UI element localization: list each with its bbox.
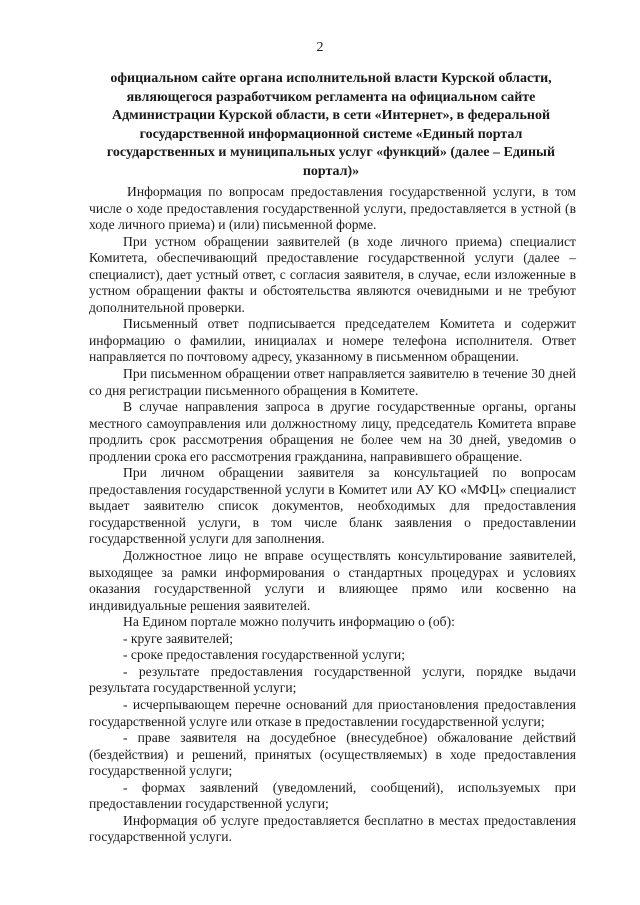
list-item-forms: - формах заявлений (уведомлений, сообщений), используемых при предоставлении государственной услуги; bbox=[89, 779, 576, 812]
paragraph-7: Должностное лицо не вправе осуществлять консультирование заявителей, выходящее за рамки информирования о стандартных процедурах и условиях оказания государственной услуги и влияющее прямо или косвенно на индивидуальные решения заявителей. bbox=[89, 548, 576, 613]
page-number: 2 bbox=[316, 40, 324, 55]
paragraph-final: Информация об услуге предоставляется бесплатно в местах предоставления государственной услуги. bbox=[89, 812, 576, 845]
body-text bbox=[89, 184, 576, 846]
paragraph-1: Информация по вопросам предоставления государственной услуги, в том числе о ходе предоставления государственной услуги, предоставляется в устной (в ходе личного приема) и (или) письменной форме. bbox=[89, 184, 576, 233]
list-item-term: - сроке предоставления государственной услуги; bbox=[123, 647, 405, 663]
list-item-applicants: - круге заявителей; bbox=[123, 630, 233, 646]
paragraph-8: На Едином портале можно получить информацию о (об): bbox=[123, 614, 455, 630]
list-item-grounds: - исчерпывающем перечне оснований для приостановления предоставления государственной услуге или отказе в предоставлении государственной услуги; bbox=[89, 696, 576, 729]
list-item-result: - результате предоставления государственной услуги, порядке выдачи результата государственной услуги; bbox=[89, 663, 576, 696]
paragraph-5: В случае направления запроса в другие государственные органы, органы местного самоуправления или должностному лицу, председатель Комитета вправе продлить срок рассмотрения обращения не более чем на 30 дней, уведомив о продлении срока его рассмотрения гражданина, направившего обращение. bbox=[89, 399, 576, 464]
section-heading: официальном сайте органа исполнительной власти Курской области, являющегося разработчиком регламента на официальном сайте Администрации Курской области, в сети «Интернет», в федеральной государственной информационной системе «Единый портал государственных и муниципальных услуг «функций» (далее – Единый портал)» bbox=[106, 71, 556, 179]
list-item-appeal: - праве заявителя на досудебное (внесудебное) обжалование действий (бездействия) и решений, принятых (осуществляемых) в ходе предоставления государственной услуги; bbox=[89, 730, 576, 779]
paragraph-6: При личном обращении заявителя за консультацией по вопросам предоставления государственной услуги в Комитет или АУ КО «МФЦ» специалист выдает заявителю список документов, необходимых для предоставления государственной услуги, в том числе бланк заявления о предоставлении государственной услуги для заполнения. bbox=[89, 465, 576, 547]
paragraph-3: Письменный ответ подписывается председателем Комитета и содержит информацию о фамилии, инициалах и номере телефона исполнителя. Ответ направляется по почтовому адресу, указанному в письменном обращении. bbox=[89, 316, 576, 365]
paragraph-4: При письменном обращении ответ направляется заявителю в течение 30 дней со дня регистрации письменного обращения в Комитете. bbox=[89, 366, 576, 398]
paragraph-2: При устном обращении заявителей (в ходе личного приема) специалист Комитета, обеспечивающий предоставление государственной услуги (далее – специалист), дает устный ответ, с согласия заявителя, в случае, если изложенные в устном обращении факты и обстоятельства являются очевидными и не требуют дополнительной проверки. bbox=[89, 233, 576, 315]
